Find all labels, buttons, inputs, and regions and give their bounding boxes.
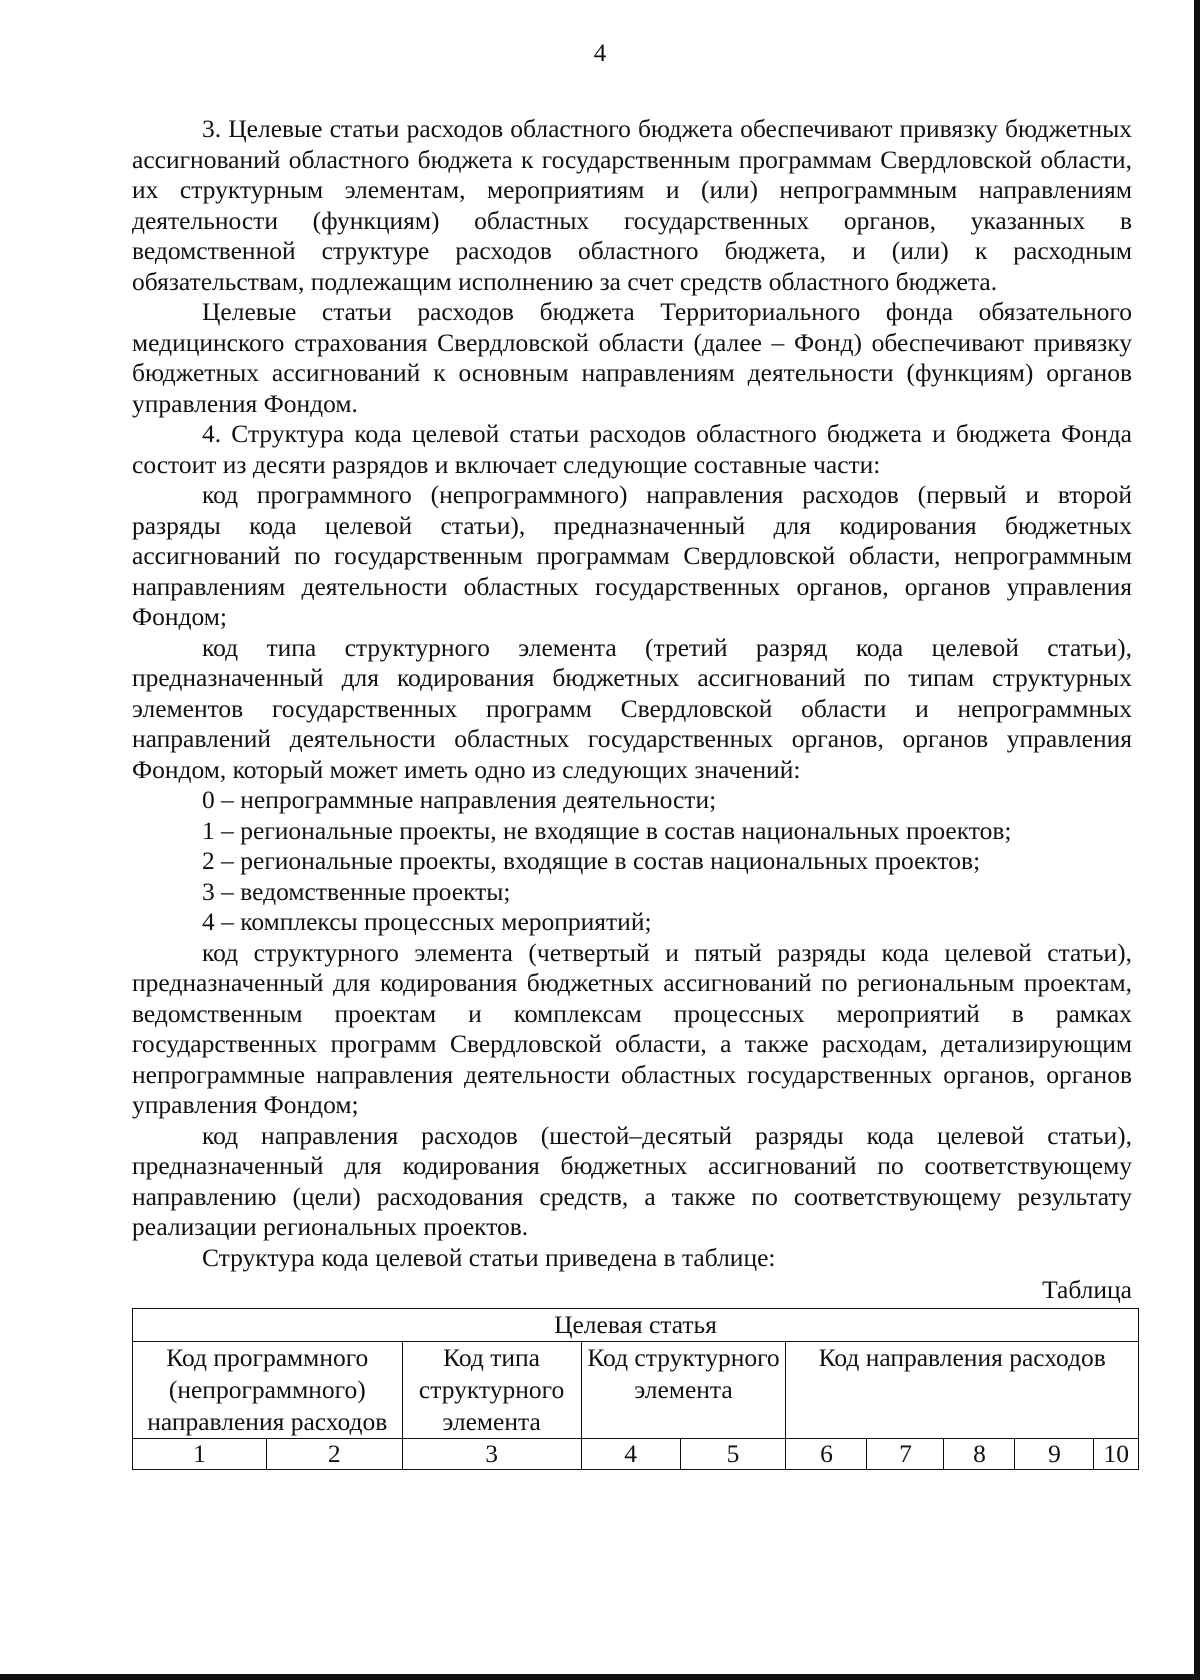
table-title-cell: Целевая статья: [133, 1308, 1139, 1341]
scan-border-bottom: [0, 1674, 1200, 1680]
table-row: [133, 1308, 1139, 1341]
header-direction-code: Код направления расходов: [786, 1341, 1139, 1438]
header-element-type-code: Код типа структурного элемента: [402, 1341, 581, 1438]
table-cell: 2: [267, 1438, 403, 1469]
list-item: 3 – ведомственные проекты;: [202, 876, 511, 906]
table-cell: 1: [133, 1438, 267, 1469]
paragraph-program-code: код программного (непрограммного) направления расходов (первый и второй разряды кода целевой статьи), предназначенный для кодирования бюджетных ассигнований по государственным программам Свердловской области, непрограммным направлениям деятельности областных государственных органов, органов управления Фондом;: [132, 480, 1132, 631]
list-item: 1 – региональные проекты, не входящие в состав национальных проектов;: [202, 815, 1012, 845]
paragraph-table-intro: Структура кода целевой статьи приведена в таблице:: [202, 1242, 776, 1272]
table-cell: 3: [402, 1438, 581, 1469]
code-structure-table: [132, 1308, 1139, 1470]
paragraph-4: 4. Структура кода целевой статьи расходов областного бюджета и бюджета Фонда состоит из десяти разрядов и включает следующие составные части:: [132, 419, 1132, 479]
table-caption: Таблица: [1042, 1275, 1132, 1304]
table-cell: 9: [1015, 1438, 1094, 1469]
list-item: 4 – комплексы процессных мероприятий;: [202, 907, 652, 936]
table-cell: 5: [680, 1438, 786, 1469]
table-row: [133, 1341, 1139, 1438]
header-element-code: Код структурного элемента: [581, 1341, 786, 1438]
paragraph-direction-code: код направления расходов (шестой–десятый разряды кода целевой статьи), предназначенный для кодирования бюджетных ассигнований по соответствующему направлению (цели) расходования средств, а также по соответствующему результату реализации региональных проектов.: [132, 1120, 1132, 1241]
table-cell: 4: [581, 1438, 680, 1469]
header-program-code: Код программного (непрограммного) направления расходов: [133, 1341, 403, 1438]
paragraph-3: 3. Целевые статьи расходов областного бюджета обеспечивают привязку бюджетных ассигнований областного бюджета к государственным программам Свердловской области, их структурным элементам, мероприятиям и (или) непрограммным направлениям деятельности (функциям) областных государственных органов, указанных в ведомственной структуре расходов областного бюджета, и (или) к расходным обязательствам, подлежащим исполнению за счет средств областного бюджета.: [132, 114, 1132, 296]
list-item: 0 – непрограммные направления деятельности;: [202, 785, 717, 814]
table-cell: 7: [867, 1438, 944, 1469]
paragraph-fund-target: Целевые статьи расходов бюджета Территориального фонда обязательного медицинского страхования Свердловской области (далее – Фонд) обеспечивают привязку бюджетных ассигнований к основным направлениям деятельности (функциям) органов управления Фондом.: [132, 297, 1132, 418]
table-cell: 8: [944, 1438, 1015, 1469]
table-cell: 10: [1094, 1438, 1139, 1469]
list-item: 2 – региональные проекты, входящие в состав национальных проектов;: [202, 846, 981, 875]
page-number: 4: [593, 40, 607, 67]
paragraph-element-code: код структурного элемента (четвертый и пятый разряды кода целевой статьи), предназначенный для кодирования бюджетных ассигнований по региональным проектам, ведомственным проектам и комплексам процессных мероприятий в рамках государственных программ Свердловской области, а также расходам, детализирующим непрограммные направления деятельности областных государственных органов, органов управления Фондом;: [132, 937, 1132, 1119]
document-body: [132, 114, 1132, 1470]
paragraph-element-type-code: код типа структурного элемента (третий разряд кода целевой статьи), предназначенный для кодирования бюджетных ассигнований по типам структурных элементов государственных программ Свердловской области и непрограммных направлений деятельности областных государственных органов, органов управления Фондом, который может иметь одно из следующих значений:: [132, 632, 1132, 784]
table-row: [133, 1438, 1139, 1469]
table-cell: 6: [786, 1438, 867, 1469]
scan-border-right: [1194, 0, 1200, 1680]
